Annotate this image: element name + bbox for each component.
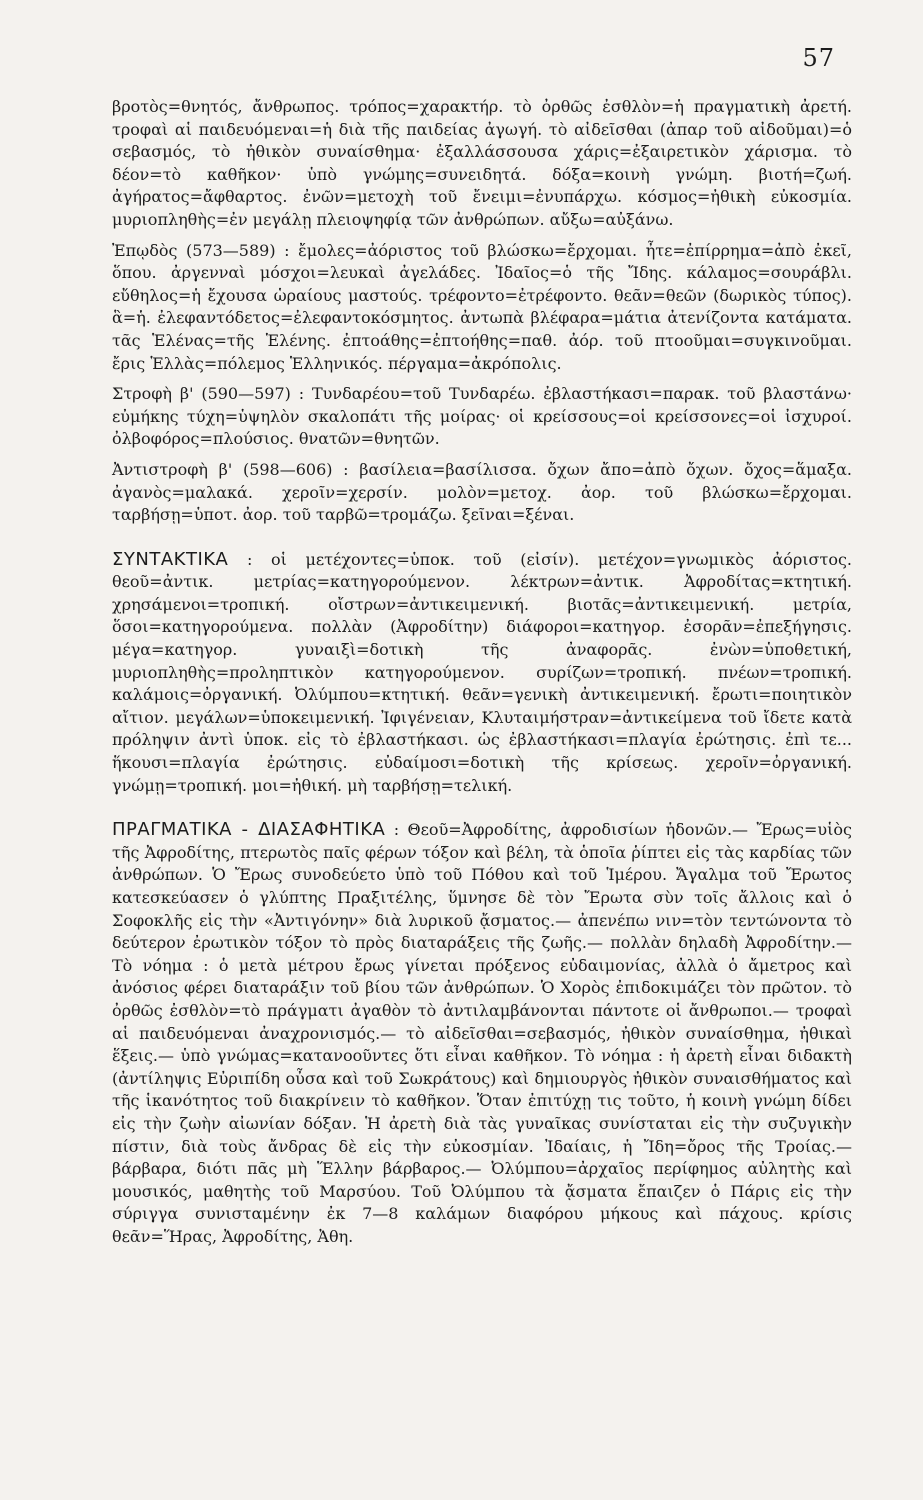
pragmatic-section bbox=[112, 819, 852, 1248]
pragmatic-text: : Θεοῦ=Ἀφροδίτης, ἀφροδισίων ἡδονῶν.— Ἔρως=υἱὸς τῆς Ἀφροδίτης, πτερωτὸς παῖς φέρων τόξον καὶ βέλη, τὰ ὁποῖα ῥίπτει εἰς τὰς καρδίας τῶν ἀνθρώπων. Ὁ Ἔρως συνοδεύετο ὑπὸ τοῦ Πόθου καὶ τοῦ Ἱμέρου. Ἄγαλμα τοῦ Ἔρωτος κατεσκεύασεν ὁ γλύπτης Πραξιτέλης, ὕμνησε δὲ τὸν Ἔρωτα σὺν τοῖς ἄλλοις καὶ ὁ Σοφοκλῆς εἰς τὴν «Ἀντιγόνην» διὰ λυρικοῦ ᾄσματος.— ἀπενέπω νιν=τὸν τεντώνοντα τὸ δεύτερον ἐρωτικὸν τόξον τὸ πρὸς διαταράξεις τῆς ζωῆς.— πολλὰν δηλαδὴ Ἀφροδίτην.— Τὸ νόημα : ὁ μετὰ μέτρου ἔρως γίνεται πρόξενος εὐδαιμονίας, ἀλλὰ ὁ ἄμετρος καὶ ἀνόσιος φέρει διαταράξιν τοῦ βίου τῶν ἀνθρώπων. Ὁ Χορὸς ἐπιδοκιμάζει τὸν πρῶτον. τὸ ὀρθῶς ἐσθλὸν=τὸ πράγματι ἀγαθὸν τὸ ἀντιλαμβάνονται πάντοτε οἱ ἄνθρωποι.— τροφαὶ αἱ παιδευόμεναι ἀναχρονισμός.— τὸ αἰδεῖσθαι=σεβασμός, ἠθικὸν συναίσθημα, ἠθικαὶ ἕξεις.— ὑπὸ γνώμας=κατανοοῦντες ὅτι εἶναι καθῆκον. Τὸ νόημα : ἡ ἀρετὴ εἶναι διδακτὴ (ἀντίληψις Εὐριπίδη οὖσα καὶ τοῦ Σωκράτους) καὶ δημιουργὸς ἠθικὸν συναισθήματος καὶ τῆς ἱκανότητος τοῦ διακρίνειν τὸ καθῆκον. Ὅταν ἐπιτύχῃ τις τοῦτο, ἡ κοινὴ γνώμη δίδει εἰς τὴν ζωὴν αἰωνίαν δόξαν. Ἡ ἀρετὴ διὰ τὰς γυναῖκας συνίσταται εἰς τὴν συζυγικὴν πίστιν, διὰ τοὺς ἄνδρας δὲ εἰς τὴν εὐκοσμίαν. Ἰδαίαις, ἡ Ἴδη=ὄρος τῆς Τροίας.— βάρβαρα, διότι πᾶς μὴ Ἕλλην βάρβαρος.— Ὀλύμπου=ἀρχαῖος περίφημος αὐλητὴς καὶ μουσικός, μαθητὴς τοῦ Μαρσύου. Τοῦ Ὀλύμπου τὰ ᾄσματα ἔπαιζεν ὁ Πάρις εἰς τὴν σύριγγα συνισταμένην ἐκ 7—8 καλάμων διαφόρου μήκους καὶ πάχους. κρίσις θεᾶν=Ἥρας, Ἀφροδίτης, Ἀθη. bbox=[112, 820, 853, 1246]
antistrophe-b-glossary-paragraph: Ἀντιστροφὴ β' (598—606) : βασίλεια=βασίλισσα. ὄχων ἄπο=ἀπὸ ὄχων. ὄχος=ἅμαξα. ἀγανὸς=μαλακά. χεροῖν=χερσίν. μολὸν=μετοχ. ἀορ. τοῦ βλώσκω=ἔρχομαι. ταρβήσῃ=ὑποτ. ἀορ. τοῦ ταρβῶ=τρομάζω. ξεῖναι=ξέναι. bbox=[112, 459, 852, 525]
syntax-heading: ΣΥΝΤΑΚΤΙΚΑ bbox=[112, 548, 229, 570]
page-body bbox=[112, 96, 852, 1249]
glossary-paragraph: βροτὸς=θνητός, ἄνθρωπος. τρόπος=χαρακτήρ. τὸ ὀρθῶς ἐσθλὸν=ἡ πραγματικὴ ἀρετή. τροφαὶ αἱ παιδευόμεναι=ἡ διὰ τῆς παιδείας ἀγωγή. τὸ αἰδεῖσθαι (ἀπαρ τοῦ αἰδοῦμαι)=ὁ σεβασμός, τὸ ἠθικὸν συναίσθημα· ἐξαλλάσσουσα χάρις=ἐξαιρετικὸν χάρισμα. τὸ δέον=τὸ καθῆκον· ὑπὸ γνώμης=συνειδητά. δόξα=κοινὴ γνώμη. βιοτή=ζωή. ἀγήρατος=ἄφθαρτος. ἐνῶν=μετοχὴ τοῦ ἔνειμι=ἐνυπάρχω. κόσμος=ἠθικὴ εὐκοσμία. μυριοπληθὴς=ἐν μεγάλῃ πλειοψηφίᾳ τῶν ἀνθρώπων. αὔξω=αὐξάνω. bbox=[112, 97, 852, 229]
page-number: 57 bbox=[802, 44, 835, 72]
syntax-section bbox=[112, 549, 852, 798]
pragmatic-heading: ΠΡΑΓΜΑΤΙΚΑ - ΔΙΑΣΑΦΗΤΙΚΑ bbox=[112, 819, 386, 841]
strophe-b-glossary-paragraph: Στροφὴ β' (590—597) : Τυνδαρέου=τοῦ Τυνδαρέω. ἐβλαστήκασι=παρακ. τοῦ βλαστάνω· εὐμήκης τύχη=ὑψηλὸν σκαλοπάτι τῆς μοίρας· οἱ κρείσσους=οἱ κρείσσονες=οἱ ἰσχυροί. ὀλβοφόρος=πλούσιος. θνατῶν=θνητῶν. bbox=[112, 384, 852, 449]
epode-glossary-paragraph: Ἐπῳδὸς (573—589) : ἔμολες=ἀόριστος τοῦ βλώσκω=ἔρχομαι. ἦτε=ἐπίρρημα=ἀπὸ ἐκεῖ, ὅπου. ἀργενναὶ μόσχοι=λευκαὶ ἀγελάδες. Ἰδαῖος=ὁ τῆς Ἴδης. κάλαμος=σουράβλι. εὔθηλος=ἡ ἔχουσα ὡραίους μαστούς. τρέφοντο=ἐτρέφοντο. θεᾶν=θεῶν (δωρικὸς τύπος). ἃ=ἡ. ἐλεφαντόδετος=ἐλεφαντοκόσμητος. ἀντωπὰ βλέφαρα=μάτια ἀτενίζοντα κατάματα. τᾶς Ἑλένας=τῆς Ἑλένης. ἐπτοάθης=ἐπτοήθης=παθ. ἀόρ. τοῦ πτοοῦμαι=συγκινοῦμαι. ἔρις Ἑλλὰς=πόλεμος Ἑλληνικός. πέργαμα=ἀκρόπολις. bbox=[112, 240, 852, 373]
syntax-text: : οἱ μετέχοντες=ὑποκ. τοῦ (εἰσίν). μετέχον=γνωμικὸς ἀόριστος. θεοῦ=ἀντικ. μετρίας=κατηγορούμενον. λέκτρων=ἀντικ. Ἀφροδίτας=κτητική. χρησάμενοι=τροπική. οἴστρων=ἀντικειμενική. βιοτᾶς=ἀντικειμενική. μετρία, ὅσοι=κατηγορούμενα. πολλὰν (Ἀφροδίτην) διάφοροι=κατηγορ. ἐσορᾶν=ἐπεξήγησις. μέγα=κατηγορ. γυναιξὶ=δοτικὴ τῆς ἀναφορᾶς. ἐνὼν=ὑποθετική, μυριοπληθὴς=προληπτικὸν κατηγορούμενον. συρίζων=τροπική. πνέων=τροπική. καλάμοις=ὀργανική. Ὀλύμπου=κτητική. θεᾶν=γενικὴ ἀντικειμενική. ἔρωτι=ποιητικὸν αἴτιον. μεγάλων=ὑποκειμενική. Ἰφιγένειαν, Κλυταιμήστραν=ἀντικείμενα τοῦ ἴδετε κατὰ πρόληψιν ἀντὶ ὑποκ. εἰς τὸ ἐβλαστήκασι. ὡς ἐβλαστήκασι=πλαγία ἐρώτησις. ἐπὶ τε... ἥκουσι=πλαγία ἐρώτησις. εὐδαίμοσι=δοτικὴ τῆς κρίσεως. χεροῖν=ὀργανική. γνώμῃ=τροπική. μοι=ἠθική. μὴ ταρβήσῃ=τελική. bbox=[112, 549, 852, 795]
